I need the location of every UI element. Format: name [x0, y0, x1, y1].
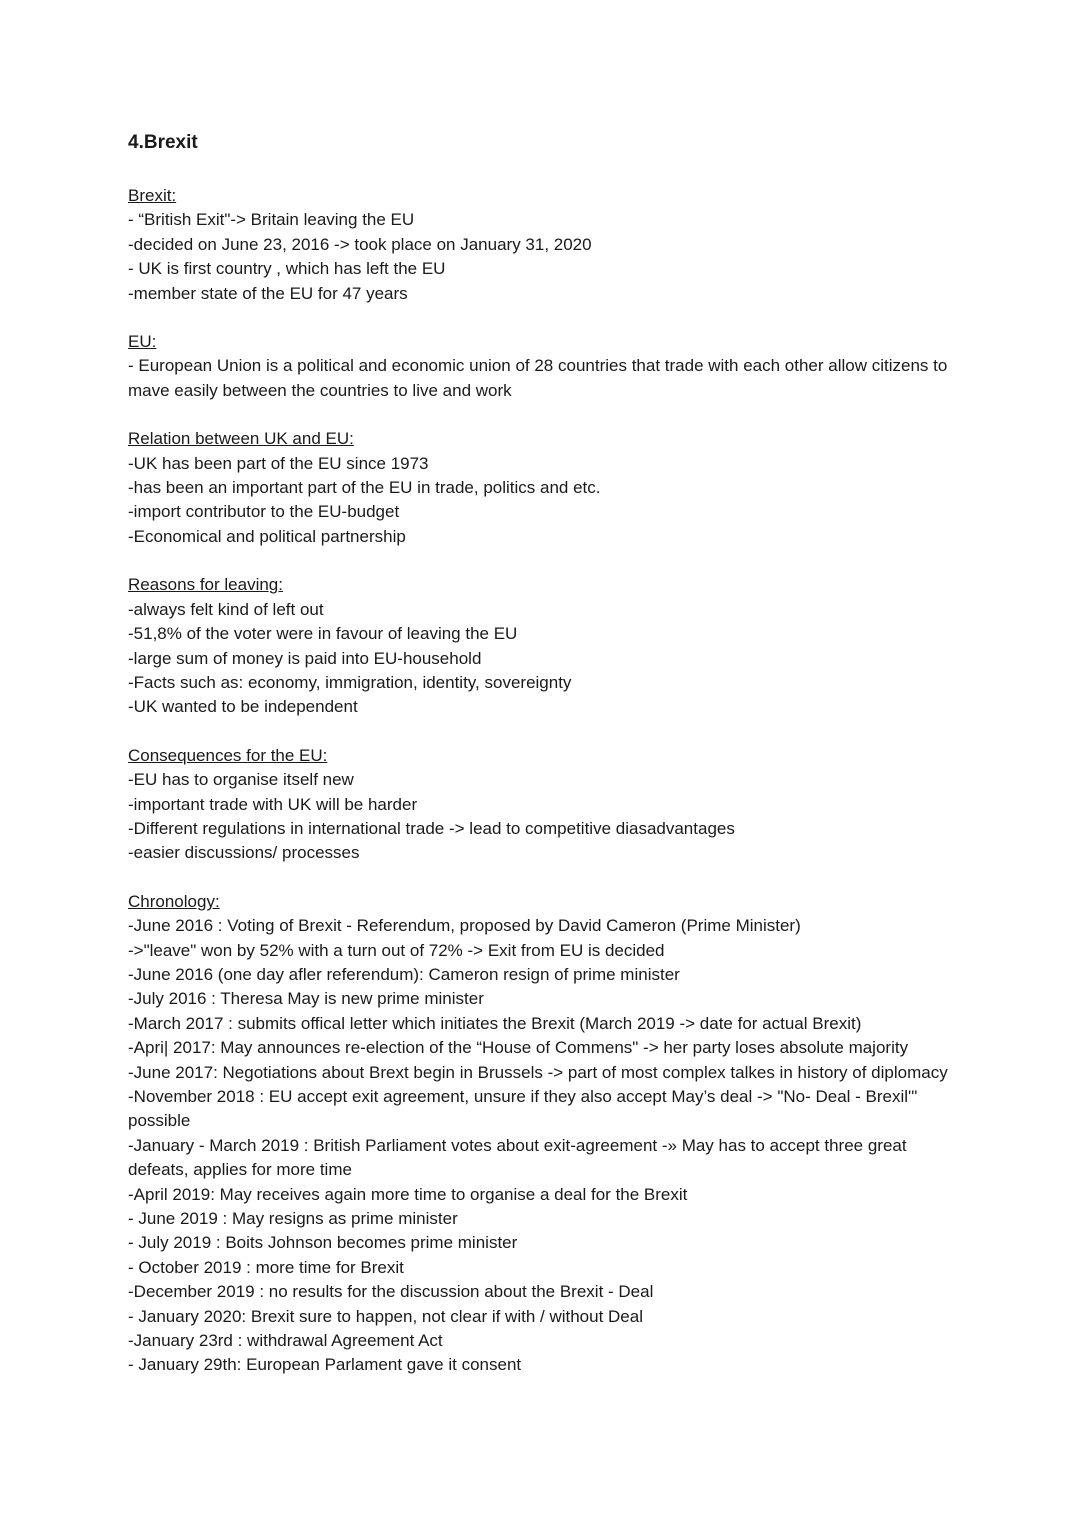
sections-container	[128, 184, 948, 1378]
bullet-line: -has been an important part of the EU in trade, politics and etc.	[128, 478, 601, 498]
bullet-line: -51,8% of the voter were in favour of leaving the EU	[128, 624, 518, 644]
bullet-line: -Facts such as: economy, immigration, identity, sovereignty	[128, 672, 572, 692]
section-consequences-for-the-eu	[128, 744, 948, 866]
bullet-line: ->"leave" won by 52% with a turn out of 72% -> Exit from EU is decided	[128, 940, 665, 960]
bullet-line: -always felt kind of left out	[128, 599, 324, 619]
bullet-line: -March 2017 : submits offical letter which initiates the Brexit (March 2019 -> date for actual Brexit)	[128, 1013, 862, 1033]
document-page	[128, 130, 948, 1402]
bullet-line: -Different regulations in international trade -> lead to competitive diasadvantages	[128, 818, 735, 838]
bullet-line: - UK is first country , which has left the EU	[128, 259, 446, 279]
section-heading: Chronology:	[128, 891, 220, 911]
bullet-line: -July 2016 : Theresa May is new prime minister	[128, 989, 484, 1009]
bullet-line: -June 2017: Negotiations about Brext begin in Brussels -> part of most complex talkes in history of diplomacy	[128, 1062, 948, 1082]
bullet-line: - January 29th: European Parlament gave it consent	[128, 1355, 522, 1375]
bullet-line: -June 2016 (one day afler referendum): Cameron resign of prime minister	[128, 964, 680, 984]
section-relation-between-uk-and-eu	[128, 427, 948, 549]
bullet-line: -December 2019 : no results for the discussion about the Brexit - Deal	[128, 1282, 654, 1302]
bullet-line: - July 2019 : Boits Johnson becomes prime minister	[128, 1233, 518, 1253]
bullet-line: -member state of the EU for 47 years	[128, 283, 408, 303]
section-brexit	[128, 184, 948, 306]
section-eu	[128, 330, 948, 403]
document-title: 4.Brexit	[128, 132, 198, 153]
bullet-line: - June 2019 : May resigns as prime minister	[128, 1209, 458, 1229]
bullet-line: - January 2020: Brexit sure to happen, not clear if with / without Deal	[128, 1306, 643, 1326]
bullet-line: -UK has been part of the EU since 1973	[128, 453, 429, 473]
bullet-line: -January - March 2019 : British Parliament votes about exit-agreement -» May has to accept three great defeats, applies for more time	[128, 1135, 907, 1180]
section-heading: Consequences for the EU:	[128, 745, 328, 765]
section-heading: Relation between UK and EU:	[128, 429, 354, 449]
bullet-line: - “British Exit"-> Britain leaving the EU	[128, 210, 415, 230]
bullet-line: -EU has to organise itself new	[128, 770, 354, 790]
bullet-line: - European Union is a political and economic union of 28 countries that trade with each other allow citizens to mave easily between the countries to live and work	[128, 356, 948, 400]
section-chronology	[128, 890, 948, 1378]
bullet-line: -import contributor to the EU-budget	[128, 502, 400, 522]
section-reasons-for-leaving	[128, 573, 948, 719]
bullet-line: -decided on June 23, 2016 -> took place on January 31, 2020	[128, 234, 592, 254]
bullet-line: -Economical and political partnership	[128, 526, 406, 546]
section-heading: EU:	[128, 332, 157, 352]
bullet-line: -June 2016 : Voting of Brexit - Referendum, proposed by David Cameron (Prime Minister)	[128, 916, 801, 936]
bullet-line: -Apri| 2017: May announces re-election of the “House of Commens" -> her party loses absolute majority	[128, 1038, 909, 1058]
bullet-line: - October 2019 : more time for Brexit	[128, 1257, 404, 1277]
bullet-line: -April 2019: May receives again more time to organise a deal for the Brexit	[128, 1184, 688, 1204]
bullet-line: -January 23rd : withdrawal Agreement Act	[128, 1331, 443, 1351]
bullet-line: -easier discussions/ processes	[128, 843, 360, 863]
bullet-line: -important trade with UK will be harder	[128, 794, 418, 814]
section-heading: Brexit:	[128, 186, 177, 205]
bullet-line: -large sum of money is paid into EU-household	[128, 648, 482, 668]
section-heading: Reasons for leaving:	[128, 575, 283, 595]
bullet-line: -November 2018 : EU accept exit agreement, unsure if they also accept May’s deal -> "No- Deal - Brexil'" possible	[128, 1087, 918, 1131]
bullet-line: -UK wanted to be independent	[128, 697, 358, 717]
